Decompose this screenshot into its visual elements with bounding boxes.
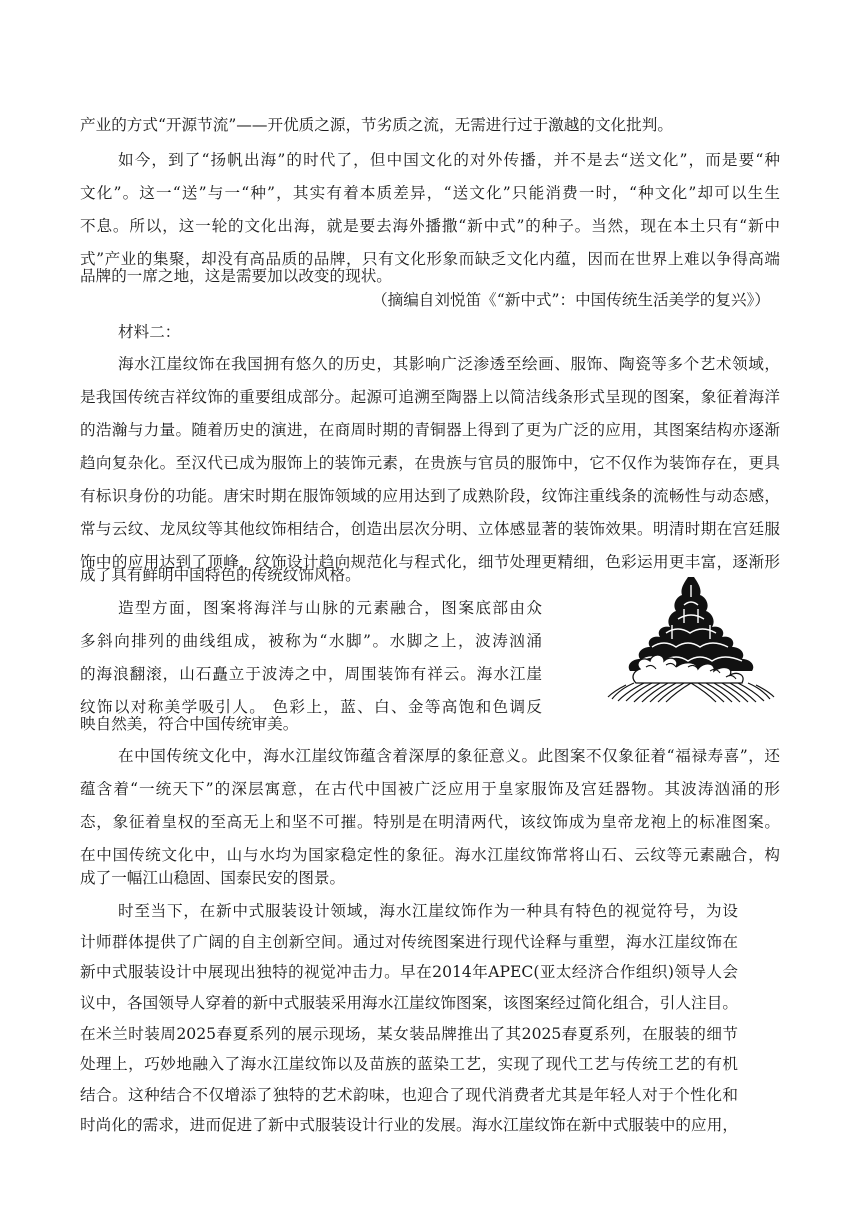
text-line: 成了一幅江山稳固、国泰民安的图景。 [80,869,346,887]
text-line: 趋向复杂化。至汉代已成为服饰上的装饰元素，在贵族与官员的服饰中，它不仅作为装饰存在，更具 [80,454,780,472]
text-line: 产业的方式“开源节流”——开优质之源，节劣质之流，无需进行过于激越的文化批判。 [80,116,673,134]
text-line: 蕴含着“一统天下”的深层寓意，在古代中国被广泛应用于皇家服饰及宫廷器物。其波涛汹涌的形 [80,780,780,798]
text-line: 如今，到了“扬帆出海”的时代了，但中国文化的对外传播，并不是去“送文化”，而是要“种 [118,151,780,169]
text-line: 文化”。这一“送”与一“种”，其实有着本质差异，“送文化”只能消费一时，“种文化”却可以生生 [80,184,780,202]
text-line: 海水江崖纹饰在我国拥有悠久的历史，其影响广泛渗透至绘画、服饰、陶瓷等多个艺术领域， [118,355,780,373]
text-line: 常与云纹、龙凤纹等其他纹饰相结合，创造出层次分明、立体感显著的装饰效果。明清时期在宫廷服 [80,520,780,538]
haishui-jiangya-pattern-figure [600,575,782,705]
text-line: 品牌的一席之地，这是需要加以改变的现状。 [80,267,392,285]
text-line: 议中，各国领导人穿着的新中式服装采用海水江崖纹饰图案，该图案经过简化组合，引人注目。 [80,994,738,1012]
text-line: 在中国传统文化中，山与水均为国家稳定性的象征。海水江崖纹饰常将山石、云纹等元素融合，构 [80,846,780,864]
text-line: 映自然美，符合中国传统审美。 [80,715,299,733]
text-line: 结合。这种结合不仅增添了独特的艺术韵味，也迎合了现代消费者尤其是年轻人对于个性化和 [80,1086,738,1104]
text-line: 时至当下，在新中式服装设计领域，海水江崖纹饰作为一种具有特色的视觉符号，为设 [118,902,738,920]
text-line: 的浩瀚与力量。随着历史的演进，在商周时期的青铜器上得到了更为广泛的应用，其图案结构亦逐渐 [80,421,780,439]
text-line: 成了具有鲜明中国特色的传统纹饰风格。 [80,566,361,584]
text-line: 态，象征着皇权的至高无上和坚不可摧。特别是在明清两代，该纹饰成为皇帝龙袍上的标准图案。 [80,813,780,831]
text-line: 式”产业的集聚，却没有高品质的品牌，只有文化形象而缺乏文化内蕴，因而在世界上难以争得高端 [80,250,780,268]
text-line: 新中式服装设计中展现出独特的视觉冲击力。早在2014年APEC(亚太经济合作组织)领导人会 [80,963,738,981]
text-line: 不息。所以，这一轮的文化出海，就是要去海外播撒“新中式”的种子。当然，现在本土只有“新中 [80,217,780,235]
text-line: 在中国传统文化中，海水江崖纹饰蕴含着深厚的象征意义。此图案不仅象征着“福禄寿喜”，还 [118,747,780,765]
text-line: 饰中的应用达到了顶峰，纹饰设计趋向规范化与程式化，细节处理更精细，色彩运用更丰富，逐渐形 [80,553,780,571]
text-line: 计师群体提供了广阔的自主创新空间。通过对传统图案进行现代诠释与重塑，海水江崖纹饰在 [80,933,738,951]
text-line: 多斜向排列的曲线组成，被称为“水脚”。水脚之上，波涛汹涌 [80,632,542,650]
text-line: 纹饰以对称美学吸引人。 色彩上，蓝、白、金等高饱和色调反 [80,698,542,716]
text-line: 在米兰时装周2025春夏系列的展示现场，某女装品牌推出了其2025春夏系列，在服装的细节 [80,1025,738,1043]
text-line: 有标识身份的功能。唐宋时期在服饰领域的应用达到了成熟阶段，纹饰注重线条的流畅性与动态感， [80,487,780,505]
section-heading: 材料二： [118,323,181,341]
text-line: 处理上，巧妙地融入了海水江崖纹饰以及苗族的蓝染工艺，实现了现代工艺与传统工艺的有机 [80,1055,738,1073]
text-line: 造型方面，图案将海洋与山脉的元素融合，图案底部由众 [118,599,542,617]
text-line: 是我国传统吉祥纹饰的重要组成部分。起源可追溯至陶器上以简洁线条形式呈现的图案，象征着海洋 [80,388,780,406]
text-line: 时尚化的需求，进而促进了新中式服装设计行业的发展。海水江崖纹饰在新中式服装中的应用， [80,1116,738,1134]
citation: （摘编自刘悦笛《“新中式”：中国传统生活美学的复兴》） [372,291,770,309]
text-line: 的海浪翻滚，山石矗立于波涛之中，周围装饰有祥云。海水江崖 [80,665,542,683]
